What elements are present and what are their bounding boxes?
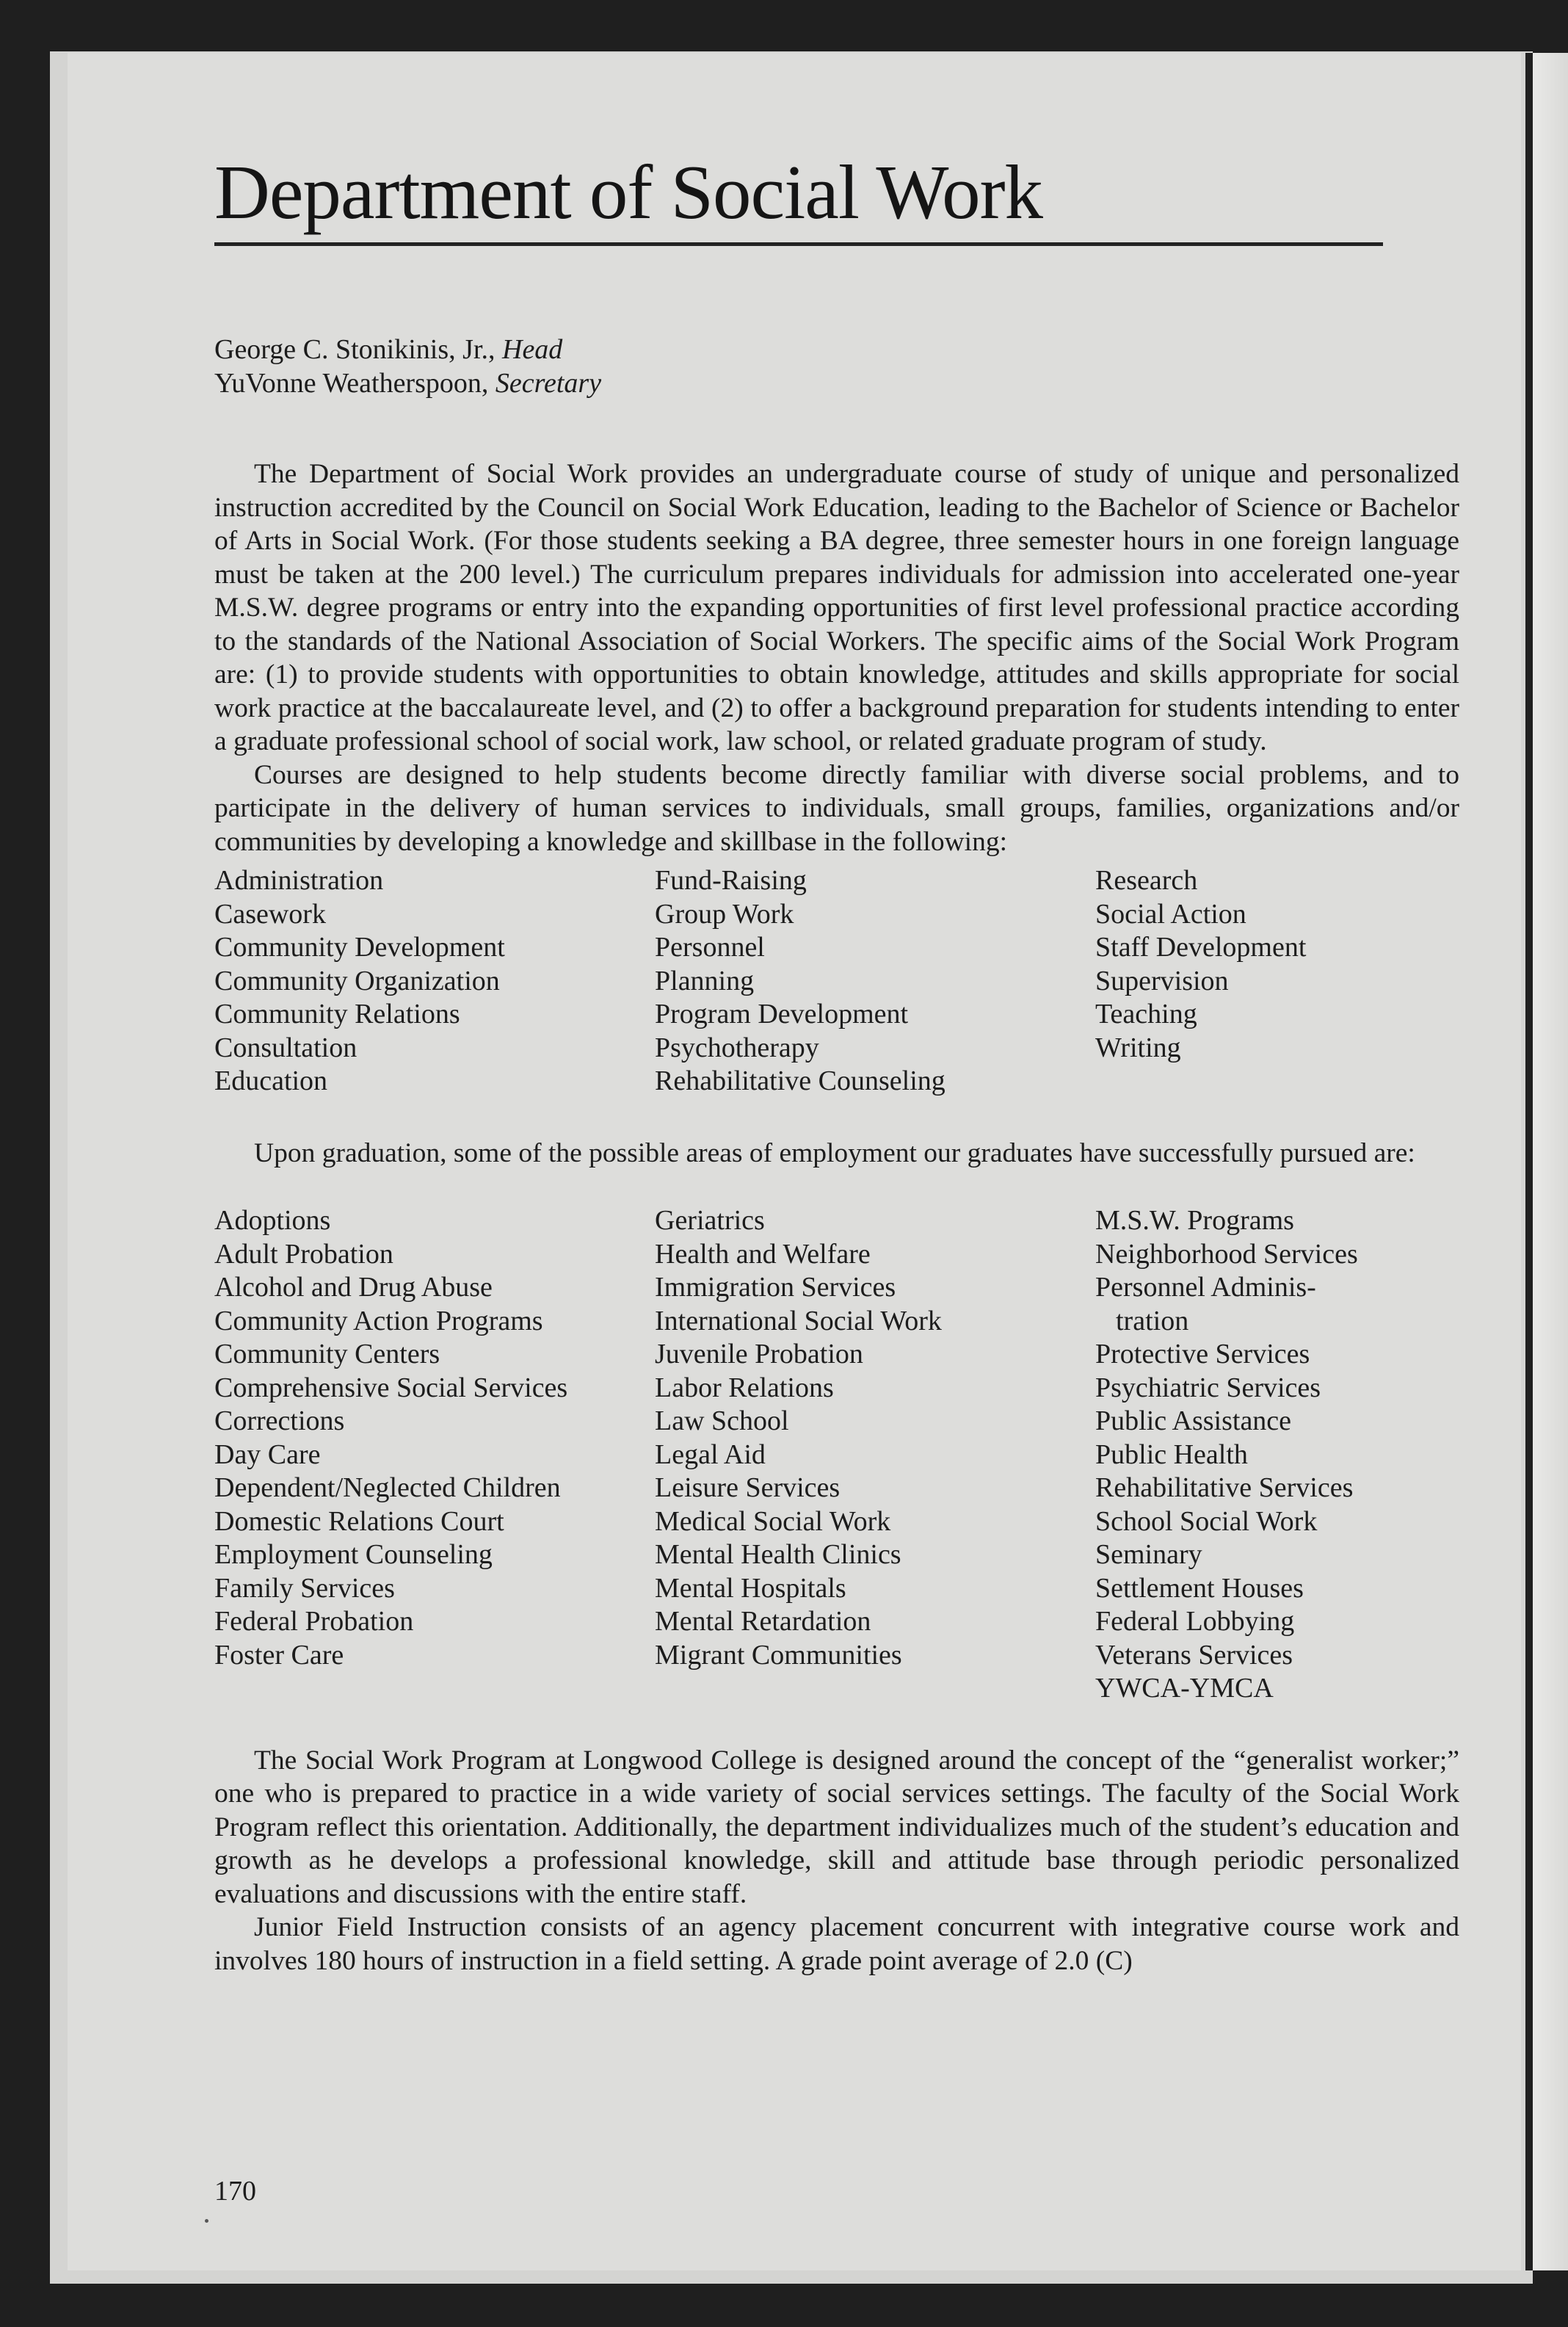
list-item: Family Services: [214, 1572, 395, 1604]
list-item: Group Work: [655, 898, 794, 930]
list-item: Mental Hospitals: [655, 1572, 846, 1604]
list-item: Health and Welfare: [655, 1238, 871, 1270]
list-item: Public Assistance: [1095, 1405, 1292, 1436]
page-speck: [205, 2219, 208, 2223]
intro-paragraph: The Department of Social Work provides an undergraduate course of study of unique and personalized instruction accredited by the Council on Social Work Education, leading to the Bachelor of Science or Bachelor of Arts in Social Work. (For those students seeking a BA degree, three semester hours in one foreign language must be taken at the 200 level.) The curriculum prepares individuals for admission into accelerated one-year M.S.W. degree programs or entry into the expanding opportunities of first level professional practice according to the standards of the National Association of Social Workers. The specific aims of the Social Work Program are: (1) to provide students with opportunities to obtain knowledge, attitudes and skills appropriate for social work practice at the baccalaureate level, and (2) to offer a background preparation for students intending to enter a graduate professional school of social work, law school, or related graduate program of study.: [214, 459, 1459, 756]
list-item: Geriatrics: [655, 1205, 765, 1236]
list-item: Employment Counseling: [214, 1539, 493, 1570]
list-item: Community Action Programs: [214, 1305, 543, 1336]
employment-areas-list: [214, 1204, 1459, 1706]
list-item: Psychotherapy: [655, 1032, 819, 1063]
list-item: Federal Probation: [214, 1606, 414, 1637]
list-item: Mental Health Clinics: [655, 1539, 901, 1570]
list-item: Personnel: [655, 932, 765, 963]
title-rule: [214, 242, 1383, 246]
employment-column: [655, 1204, 1095, 1706]
list-item: M.S.W. Programs: [1095, 1205, 1294, 1236]
page-content: [214, 148, 1459, 1977]
list-item: Labor Relations: [655, 1372, 834, 1403]
list-item: Juvenile Probation: [655, 1339, 863, 1369]
skill-areas-list: [214, 864, 1459, 1099]
junior-field-paragraph: Junior Field Instruction consists of an agency placement concurrent with integrative course work and involves 180 hours of instruction in a field setting. A grade point average of 2.0 (C): [214, 1912, 1459, 1976]
staff-head: George C. Stonikinis, Jr., Head: [214, 334, 563, 365]
list-item: Social Action: [1095, 898, 1246, 930]
list-item: Law School: [655, 1405, 789, 1436]
list-item: International Social Work: [655, 1305, 942, 1336]
list-item: Mental Retardation: [655, 1606, 871, 1637]
list-item: Program Development: [655, 999, 909, 1029]
list-item: Medical Social Work: [655, 1505, 891, 1537]
graduation-paragraph: Upon graduation, some of the possible areas of employment our graduates have successfully pursued are:: [254, 1137, 1415, 1168]
courses-paragraph: Courses are designed to help students become directly familiar with diverse social problems, and to participate in the delivery of human services to individuals, small groups, families, organizations and/or communities by developing a knowledge and skillbase in the following:: [214, 759, 1459, 857]
page-number: 170: [214, 2176, 256, 2207]
list-item: Federal Lobbying: [1095, 1606, 1295, 1637]
list-item: Personnel Adminis-: [1095, 1272, 1316, 1303]
generalist-paragraph: The Social Work Program at Longwood College is designed around the concept of the “generalist worker;” one who is prepared to practice in a wide variety of social services settings. The faculty of the Social Work Program reflect this orientation. Additionally, the department individualizes much of the student’s education and growth as he develops a professional knowledge, skill and attitude base through periodic personalized evaluations and discussions with the entire staff.: [214, 1745, 1459, 1909]
list-item: Migrant Communities: [655, 1639, 902, 1671]
list-item: YWCA-YMCA: [1095, 1673, 1274, 1704]
list-item: Teaching: [1095, 999, 1197, 1029]
list-item: Immigration Services: [655, 1272, 896, 1303]
staff-list: [214, 333, 1459, 400]
list-item: Public Health: [1095, 1438, 1248, 1470]
list-item: Foster Care: [214, 1639, 344, 1671]
list-item: Community Development: [214, 932, 505, 963]
list-item: Comprehensive Social Services: [214, 1372, 568, 1403]
list-item: Community Organization: [214, 965, 500, 996]
list-item: Neighborhood Services: [1095, 1238, 1358, 1270]
list-item: tration: [1116, 1305, 1189, 1336]
list-item: Writing: [1095, 1032, 1181, 1063]
list-item: School Social Work: [1095, 1505, 1318, 1537]
list-item: Alcohol and Drug Abuse: [214, 1272, 493, 1303]
page-title: Department of Social Work: [214, 149, 1043, 235]
list-item: Fund-Raising: [655, 865, 807, 896]
list-item: Community Relations: [214, 999, 460, 1029]
staff-secretary: YuVonne Weatherspoon, Secretary: [214, 368, 602, 399]
employment-column: [1095, 1204, 1459, 1706]
list-item: Planning: [655, 965, 755, 996]
list-item: Consultation: [214, 1032, 357, 1063]
list-item: Staff Development: [1095, 932, 1307, 963]
skill-column: [214, 864, 655, 1099]
list-item: Leisure Services: [655, 1472, 841, 1503]
list-item: Research: [1095, 865, 1198, 896]
list-item: Rehabilitative Services: [1095, 1472, 1354, 1503]
skill-column: [655, 864, 1095, 1099]
list-item: Supervision: [1095, 965, 1229, 996]
list-item: Adult Probation: [214, 1238, 393, 1270]
list-item: Day Care: [214, 1438, 321, 1470]
next-page-edge: [1525, 53, 1568, 2270]
list-item: Seminary: [1095, 1539, 1202, 1570]
list-item: Casework: [214, 898, 326, 930]
employment-column: [214, 1204, 655, 1706]
list-item: Corrections: [214, 1405, 345, 1436]
list-item: Education: [214, 1065, 328, 1096]
skill-column: [1095, 864, 1459, 1099]
list-item: Dependent/Neglected Children: [214, 1472, 561, 1503]
list-item: Domestic Relations Court: [214, 1505, 504, 1537]
list-item: Rehabilitative Counseling: [655, 1065, 945, 1096]
list-item: Adoptions: [214, 1205, 331, 1236]
list-item: Psychiatric Services: [1095, 1372, 1321, 1403]
book-page: [68, 53, 1521, 2270]
list-item: Veterans Services: [1095, 1639, 1293, 1671]
list-item: Community Centers: [214, 1339, 440, 1369]
list-item: Administration: [214, 865, 384, 896]
list-item: Protective Services: [1095, 1339, 1310, 1369]
list-item: Legal Aid: [655, 1438, 766, 1470]
list-item: Settlement Houses: [1095, 1572, 1304, 1604]
